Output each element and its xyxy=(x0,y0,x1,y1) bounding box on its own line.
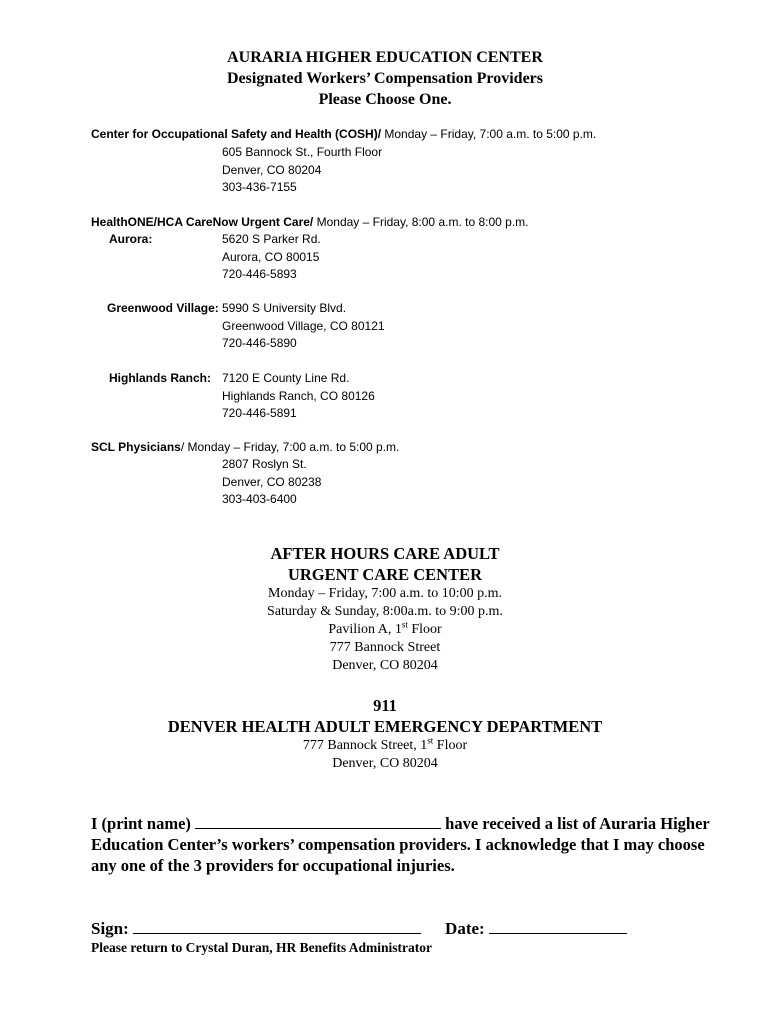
title-line-2: Designated Workers’ Compensation Providers xyxy=(227,70,543,87)
ack-suffix: have received a list of Auraria Higher Education Center’s workers’ compensation providers. I acknowledge that I may choose any one of the 3 providers for occupational injuries. xyxy=(91,814,710,875)
phone-number: 303-436-7155 xyxy=(222,180,297,194)
after-hours-pavilion xyxy=(0,621,770,639)
signature-field[interactable] xyxy=(133,919,421,934)
phone-number: 303-403-6400 xyxy=(222,492,297,506)
location-highlands-address xyxy=(222,370,375,423)
after-hours-street: 777 Bannock Street xyxy=(329,640,441,655)
address-line: Denver, CO 80204 xyxy=(222,162,322,177)
phone-number: 720-446-5893 xyxy=(222,267,297,281)
address-line: Highlands Ranch, CO 80126 xyxy=(222,388,375,403)
address-line: 605 Bannock St., Fourth Floor xyxy=(222,145,383,159)
emergency-section xyxy=(0,695,770,773)
phone-number: 720-446-5891 xyxy=(222,406,297,420)
provider-scl-address xyxy=(222,456,321,509)
address-line: Aurora, CO 80015 xyxy=(222,249,320,264)
provider-healthone-heading xyxy=(91,214,528,232)
after-hours-title-1: AFTER HOURS CARE ADULT xyxy=(270,544,500,563)
emergency-street xyxy=(0,737,770,755)
location-greenwood-address xyxy=(222,300,385,353)
location-aurora-address xyxy=(222,231,321,284)
location-label-aurora: Aurora: xyxy=(109,232,153,246)
location-label-highlands: Highlands Ranch: xyxy=(109,371,212,385)
ordinal-suffix: st xyxy=(401,619,408,630)
after-hours-weekday: Monday – Friday, 7:00 a.m. to 10:00 p.m. xyxy=(268,586,502,601)
provider-name: HealthONE/HCA CareNow Urgent Care/ xyxy=(91,215,314,229)
after-hours-city: Denver, CO 80204 xyxy=(332,658,438,673)
provider-name: Center for Occupational Safety and Health (COSH)/ xyxy=(91,127,382,141)
provider-name: SCL Physicians xyxy=(91,440,181,454)
provider-hours: / Monday – Friday, 7:00 a.m. to 5:00 p.m. xyxy=(180,440,400,454)
address-line: 5620 S Parker Rd. xyxy=(222,232,321,246)
title-line-3: Please Choose One. xyxy=(318,91,452,108)
provider-hours: Monday – Friday, 7:00 a.m. to 5:00 p.m. xyxy=(381,127,597,141)
pavilion-floor: Floor xyxy=(407,622,442,637)
address-line: 7120 E County Line Rd. xyxy=(222,371,350,385)
after-hours-section xyxy=(0,543,770,675)
date-field[interactable] xyxy=(489,919,627,934)
provider-cosh-heading xyxy=(91,126,596,144)
ack-prefix: I (print name) xyxy=(91,814,196,833)
emergency-number: 911 xyxy=(373,696,397,715)
provider-scl-heading xyxy=(91,439,399,457)
phone-number: 720-446-5890 xyxy=(222,336,297,350)
emergency-title: DENVER HEALTH ADULT EMERGENCY DEPARTMENT xyxy=(167,717,603,736)
after-hours-title-2: URGENT CARE CENTER xyxy=(287,565,483,584)
street-text: 777 Bannock Street, 1 xyxy=(302,738,428,753)
emergency-city: Denver, CO 80204 xyxy=(332,756,438,771)
address-line: 2807 Roslyn St. xyxy=(222,457,307,471)
street-floor: Floor xyxy=(433,738,468,753)
pavilion-text: Pavilion A, 1 xyxy=(328,622,402,637)
return-instructions: Please return to Crystal Duran, HR Benefits Administrator xyxy=(91,940,432,955)
print-name-field[interactable] xyxy=(195,814,441,829)
title-line-1: AURARIA HIGHER EDUCATION CENTER xyxy=(227,49,543,66)
address-line: 5990 S University Blvd. xyxy=(222,301,347,315)
signature-row xyxy=(91,918,627,939)
address-line: Greenwood Village, CO 80121 xyxy=(222,318,385,333)
acknowledgement-paragraph xyxy=(91,813,711,876)
location-label-greenwood: Greenwood Village: xyxy=(107,301,219,315)
provider-hours: Monday – Friday, 8:00 a.m. to 8:00 p.m. xyxy=(313,215,529,229)
provider-cosh-address xyxy=(222,144,382,197)
address-line: Denver, CO 80238 xyxy=(222,474,322,489)
ordinal-suffix: st xyxy=(427,735,434,746)
sign-label: Sign: xyxy=(91,919,134,938)
date-label: Date: xyxy=(445,919,489,938)
after-hours-weekend: Saturday & Sunday, 8:00a.m. to 9:00 p.m. xyxy=(267,604,503,619)
document-title xyxy=(0,47,770,110)
